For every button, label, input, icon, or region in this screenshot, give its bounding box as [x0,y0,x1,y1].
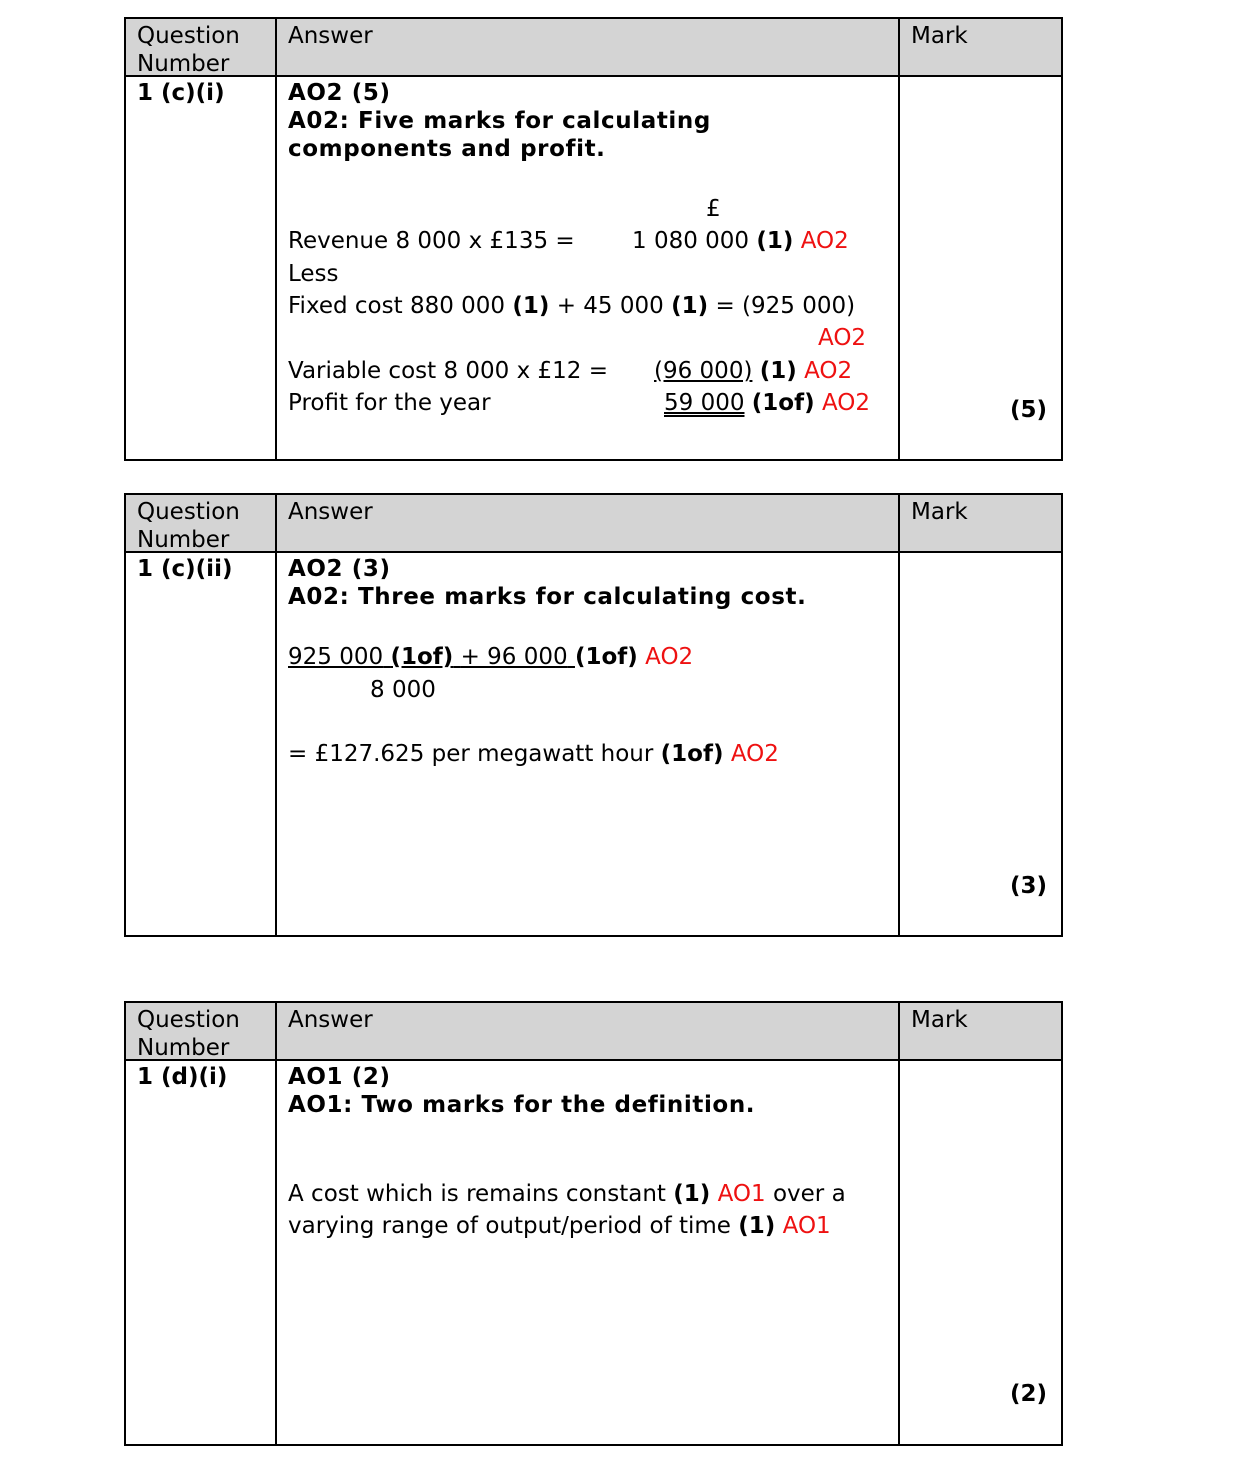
ao-description: A02: Five marks for calculating [288,108,711,134]
revenue-line [632,227,849,255]
numerator-b: + 96 000 [460,644,568,670]
revenue-value: 1 080 000 [632,228,750,254]
ao-tag: AO2 [730,741,779,767]
ao-tag: AO2 [818,325,867,351]
mark-award: (1) [671,293,709,319]
ao-title: AO1 (2) [288,1064,391,1090]
header-answer: Answer [288,1007,373,1033]
ao-tag: AO2 [645,644,694,670]
definition-text: A cost which is remains constant [288,1181,666,1207]
ao-title: AO2 (3) [288,556,391,582]
mark-award: (1) [756,228,794,254]
definition-line [288,1212,831,1240]
header-question-number: Question Number [137,499,240,553]
table-q1c-ii [124,493,1063,937]
mark-award: (1) [759,358,797,384]
column-divider [898,1003,900,1444]
numerator-a: 925 000 [288,644,384,670]
column-divider [275,19,277,459]
mark-total: (5) [1010,397,1048,423]
fixed-cost-label: Fixed cost 880 000 [288,293,506,319]
definition-line [288,1180,846,1208]
ao-description: components and profit. [288,136,606,162]
definition-text: over a [772,1181,846,1207]
definition-text: varying range of output/period of time [288,1213,731,1239]
result-text: = £127.625 per megawatt hour [288,741,654,767]
result-line [288,740,779,768]
fixed-cost-plus: + 45 000 [556,293,664,319]
ao-description: AO1: Two marks for the definition. [288,1092,756,1118]
column-divider [898,495,900,935]
header-mark: Mark [911,23,968,49]
header-answer: Answer [288,23,373,49]
profit-line [640,389,870,417]
header-mark: Mark [911,1007,968,1033]
fraction-denominator: 8 000 [370,677,436,703]
mark-award: (1of) [574,644,638,670]
question-number: 1 (d)(i) [137,1064,228,1090]
variable-cost-label: Variable cost 8 000 x £12 = [288,358,609,384]
ao-tag: AO1 [717,1181,766,1207]
column-divider [275,495,277,935]
revenue-label: Revenue 8 000 x £135 = [288,228,575,254]
table-q1d-i [124,1001,1063,1446]
mark-award: (1of) [390,644,454,670]
header-question-number: Question Number [137,23,240,77]
column-divider [275,1003,277,1444]
table-q1c-i [124,17,1063,461]
ao-tag: AO2 [804,358,853,384]
mark-total: (3) [1010,873,1048,899]
fixed-cost-value: = (925 000) [715,293,856,319]
question-number: 1 (c)(i) [137,80,225,106]
mark-award: (1) [673,1181,711,1207]
numerator-text [288,644,575,670]
question-number: 1 (c)(ii) [137,556,233,582]
ao-title: AO2 (5) [288,80,391,106]
variable-cost-value: (96 000) [654,358,753,384]
mark-award: (1of) [660,741,724,767]
ao-description: A02: Three marks for calculating cost. [288,584,807,610]
variable-cost-line [630,357,852,385]
ao-tag: AO2 [800,228,849,254]
ao-tag: AO2 [821,390,871,416]
mark-award: (1of) [751,390,815,416]
mark-total: (2) [1010,1381,1048,1407]
column-divider [898,19,900,459]
header-question-number: Question Number [137,1007,240,1061]
ao-tag: AO1 [782,1213,831,1239]
fraction-numerator [288,643,693,671]
less-label: Less [288,261,339,287]
profit-label: Profit for the year [288,390,491,416]
profit-value: 59 000 [664,390,745,416]
header-answer: Answer [288,499,373,525]
mark-award: (1) [738,1213,776,1239]
header-mark: Mark [911,499,968,525]
currency-symbol: £ [706,196,721,222]
fixed-cost-line [288,292,855,320]
mark-award: (1) [512,293,550,319]
